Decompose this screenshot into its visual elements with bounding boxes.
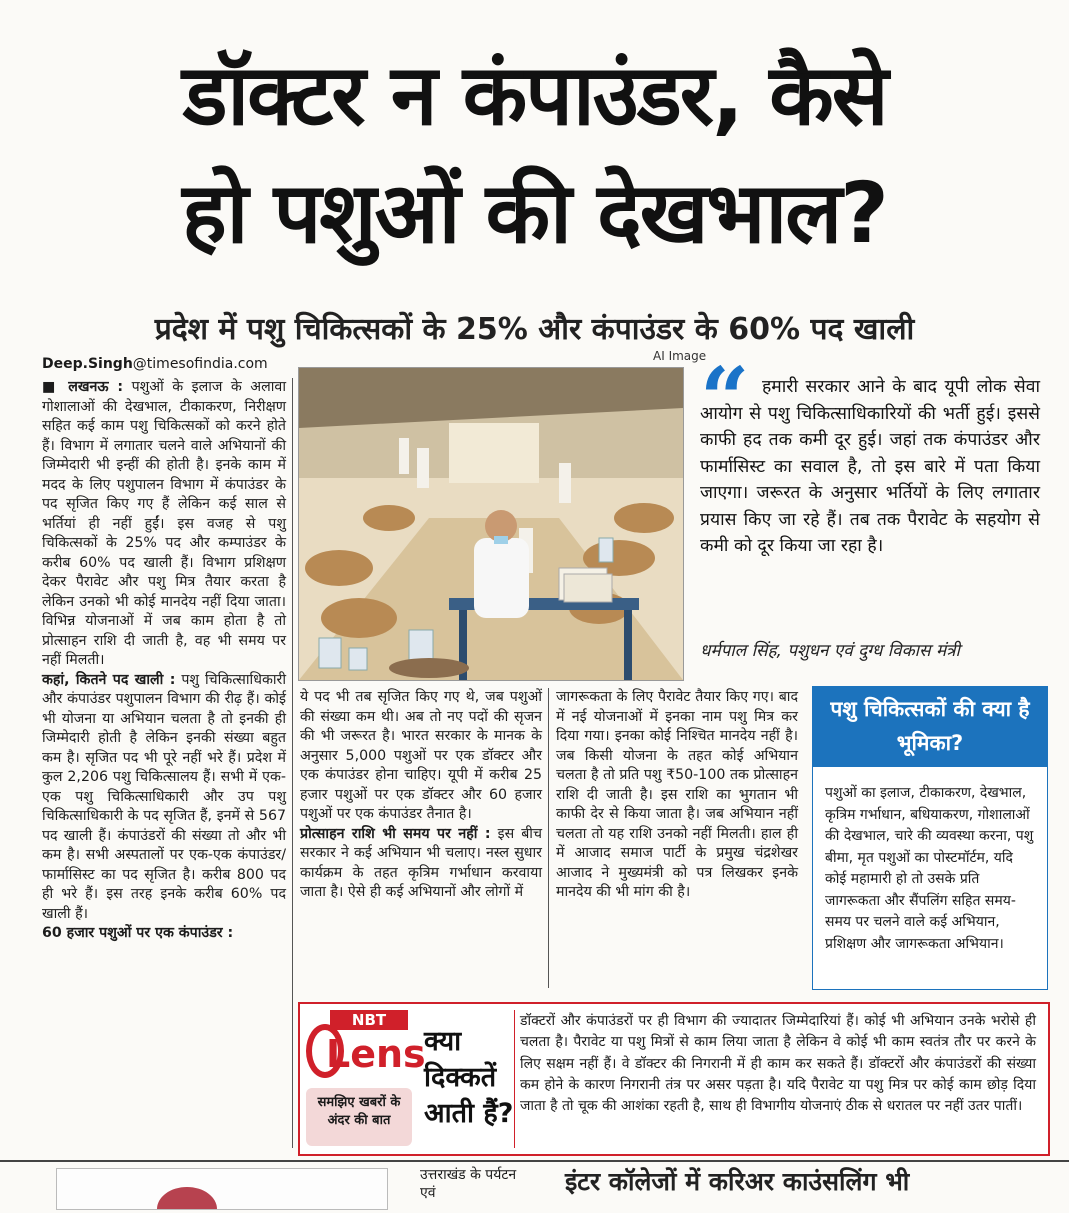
headline-line-1: डॉक्टर न कंपाउंडर, कैसे: [182, 46, 887, 144]
column-1-para-1: पशुओं के इलाज के अलावा गोशालाओं की देखभाल, टीकाकरण, निरीक्षण सहित कई काम पशु चिकित्सकों को करने होते हैं। विभाग में लगातार चलने वाले अभियानों की जिम्मेदारी भी इन्हीं की होती है। इनके काम में मदद के लिए पशुपालन विभाग में कंपाउंडर के पद सृजित किए गए हैं लेकिन कई साल से भर्तियां ही नहीं हुईं। इस वजह से पशु चिकित्सकों के 25% पद और कम्पाउंडर के करीब 60% पद खाली हैं। विभाग प्रशिक्षण देकर पैरावेट और पशु मित्र तैयार करता है लेकिन उनको भी कोई मानदेय नहीं दिया जाता। विभिन्न योजनाओं में जब काम होता है तो प्रोत्साहन राशि दी जाती है, वह भी समय पर नहीं मिलती।: [42, 379, 286, 668]
subhead-incentive: प्रोत्साहन राशि भी समय पर नहीं :: [300, 825, 491, 842]
column-1-para-2: पशु चिकित्साधिकारी और कंपाउंडर पशुपालन विभाग की रीढ़ हैं। कोई भी योजना या अभियान चलता है तो इनकी ही जिम्मेदारी होती है लेकिन इनकी संख्या बहुत कम है। सृजित पद भी पूरे नहीं भरे हैं। प्रदेश में कुल 2,206 पशु चिकित्सालय हैं। सभी में एक-एक पशु चिकित्साधिकारी और उप पशु चिकित्साधिकारी के पद सृजित हैं, इनमें से 567 पद खाली हैं। कंपाउंडरों की संख्या तो और भी कम है। सभी अस्पतालों पर एक-एक कंपाउंडर/फार्मासिस्ट का पद सृजित है। करीब 800 पद ही भरे हैं। इस तरह इनके करीब 60% पद खाली हैं।: [42, 671, 287, 922]
lens-question: क्या दिक्कतें आती हैं?: [424, 1026, 514, 1129]
dateline: ■ लखनऊ :: [42, 379, 124, 395]
column-1: [42, 378, 286, 944]
column-divider: [548, 688, 549, 988]
column-divider: [292, 378, 293, 1148]
subhead-compounder-ratio: 60 हजार पशुओं पर एक कंपाउंडर :: [42, 925, 234, 941]
column-2-para-2: इस बीच सरकार ने कई अभियान भी चलाए। नस्ल सुधार कार्यक्रम के तहत कृत्रिम गर्भाधान करवाया जाता है। ऐसे ही कई अभियानों और लोगों में: [300, 825, 542, 900]
minister-quote: हमारी सरकार आने के बाद यूपी लोक सेवा आयोग से पशु चिकित्साधिकारियों की भर्ती हुई। इससे काफी हद तक कमी दूर हुई। जहां तक कंपाउंडर और फार्मासिस्ट का सवाल है, तो इस बारे में पता किया जाएगा। जरूरत के अनुसार भर्तियों के लिए लगातार प्रयास किए जा रहे हैं। तब तक पैरावेट के सहयोग से कमी को दूर किया जा रहा है।: [700, 377, 1040, 556]
bottom-thumbnail: [56, 1168, 388, 1210]
quote-mark-icon: “: [700, 349, 750, 450]
nbt-label: NBT: [330, 1010, 408, 1030]
subheading: प्रदेश में पशु चिकित्सकों के 25% और कंपाउंडर के 60% पद खाली: [154, 312, 915, 347]
byline-name: Deep.Singh: [42, 356, 133, 372]
ai-illustration: [298, 367, 684, 681]
column-2: [300, 688, 542, 903]
nbt-lens-logo: [306, 1010, 426, 1150]
image-label: AI Image: [653, 349, 707, 363]
lens-tagline: समझिए खबरों के अंदर की बात: [306, 1088, 412, 1146]
lens-divider: [514, 1010, 515, 1148]
role-box-title: पशु चिकित्सकों की क्या है भूमिका?: [812, 686, 1048, 766]
byline-email: @timesofindia.com: [132, 356, 268, 372]
lens-wordmark: Lens: [326, 1032, 426, 1076]
column-3: [556, 688, 798, 903]
byline: [42, 356, 268, 372]
quote-attribution: धर्मपाल सिंह, पशुधन एवं दुग्ध विकास मंत्री: [700, 641, 960, 661]
bottom-rule: [0, 1160, 1069, 1162]
role-box-body: पशुओं का इलाज, टीकाकरण, देखभाल, कृत्रिम गर्भाधान, बधियाकरण, गोशालाओं की देखभाल, चारे की व्यवस्था करना, पशु बीमा, मृत पशुओं का पोस्टमॉर्टम, यदि कोई महामारी हो तो उसके प्रति जागरूकता और सैंपलिंग सहित समय-समय पर चलने वाले कई अभियान, प्रशिक्षण और जागरूकता अभियान।: [812, 766, 1048, 990]
lens-body: डॉक्टरों और कंपाउंडरों पर ही विभाग की ज्यादातर जिम्मेदारियां हैं। कोई भी अभियान उनके भरोसे ही चलता है। पैरावेट या पशु मित्रों से काम लिया जाता है लेकिन वे कोई भी काम स्वतंत्र तौर पर करने के लिए सक्षम नहीं हैं। वे डॉक्टर की निगरानी में ही काम कर सकते हैं। डॉक्टरों और कंपाउंडरों की संख्या कम होने के कारण निगरानी तंत्र पर असर पड़ता है। यदि पैरावेट या पशु मित्र पर कोई काम छोड़ दिया जाता है तो चूक की आशंका रहती है, साथ ही विभागीय योजनाएं ठीक से धरातल पर नहीं उतर पातीं।: [520, 1013, 1036, 1115]
column-2-para-1: ये पद भी तब सृजित किए गए थे, जब पशुओं की संख्या कम थी। अब तो नए पदों की सृजन की भी जरूरत है। भारत सरकार के मानक के अनुसार 5,000 पशुओं पर एक डॉक्टर और एक कंपाउंडर होना चाहिए। यूपी में करीब 25 हजार पशुओं पर एक डॉक्टर और 60 हजार पशुओं पर एक कंपाउंडर तैनात है।: [300, 689, 542, 822]
column-3-para-1: जागरूकता के लिए पैरावेट तैयार किए गए। बाद में नई योजनाओं में इनका नाम पशु मित्र कर दिया गया। इनका कोई निश्चित मानदेय नहीं है। जब किसी योजना के तहत कोई अभियान चलता है तो प्रति पशु ₹50-100 तक प्रोत्साहन राशि दी जाती है। इस राशि का भुगतान भी काफी देर से किया जाता है। जब अभियान नहीं चलता तो यह राशि उनको नहीं मिलती। हाल ही में आजाद समाज पार्टी के प्रमुख चंद्रशेखर आजाद ने मुख्यमंत्री को पत्र लिखकर इनके मानदेय की भी मांग की है।: [556, 689, 798, 900]
subhead-vacancies: कहां, कितने पद खाली :: [42, 671, 176, 688]
bottom-teaser: उत्तराखंड के पर्यटन एवं: [420, 1167, 517, 1201]
bottom-headline: इंटर कॉलेजों में करिअर काउंसलिंग भी: [565, 1167, 910, 1196]
headline-line-2: हो पशुओं की देखभाल?: [182, 164, 887, 262]
